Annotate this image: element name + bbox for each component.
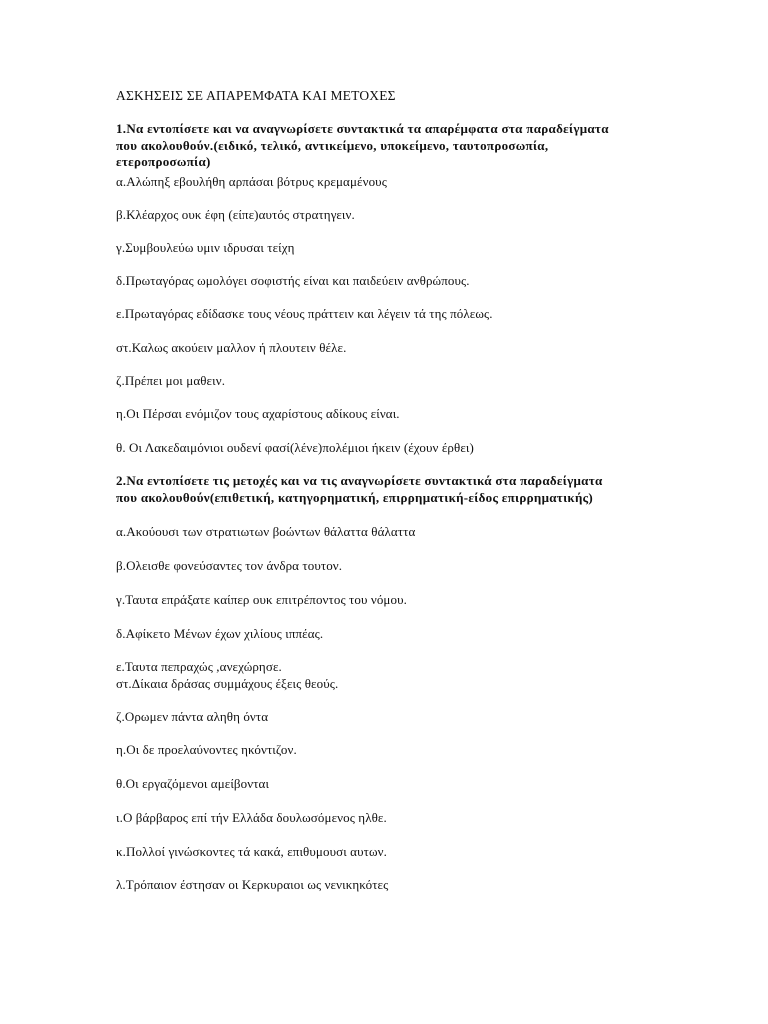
section-2-item-zeta: ζ.Ορωμεν πάντα αληθη όντα [116, 709, 269, 724]
section-2-item-beta: β.Ολεισθε φονεύσαντες τον άνδρα τουτον. [116, 558, 343, 573]
section-2-item-delta: δ.Αφίκετο Μένων έχων χιλίους ιππέας. [116, 626, 324, 641]
section-2-item-lambda: λ.Τρόπαιον έστησαν οι Κερκυραιοι ως νενικηκότες [116, 877, 389, 892]
section-2-item-iota: ι.Ο βάρβαρος επί τήν Ελλάδα δουλωσόμενος ηλθε. [116, 810, 387, 825]
document-title: ΑΣΚΗΣΕΙΣ ΣΕ ΑΠΑΡΕΜΦΑΤΑ ΚΑΙ ΜΕΤΟΧΕΣ [116, 88, 396, 103]
section-1-heading: 1.Να εντοπίσετε και να αναγνωρίσετε συντακτικά τα απαρέμφατα στα παραδείγματα που ακολουθούν.(ειδικό, τελικό, αντικείμενο, υποκείμενο, ταυτοπροσωπία, ετεροπροσωπία) [116, 121, 609, 169]
section-1-item-alpha: α.Αλώπηξ εβουλήθη αρπάσαι βότρυς κρεμαμένους [116, 174, 387, 189]
section-2-item-theta: θ.Οι εργαζόμενοι αμείβονται [116, 776, 270, 791]
section-2-item-stigma: στ.Δίκαια δράσας συμμάχους έξεις θεούς. [116, 676, 339, 691]
section-2-item-kappa: κ.Πολλοί γινώσκοντες τά κακά, επιθυμουσι αυτων. [116, 844, 387, 859]
section-1-item-epsilon: ε.Πρωταγόρας εδίδασκε τους νέους πράττειν και λέγειν τά της πόλεως. [116, 306, 493, 321]
section-2-heading: 2.Να εντοπίσετε τις μετοχές και να τις αναγνωρίσετε συντακτικά στα παραδείγματα που ακολουθούν(επιθετική, κατηγορηματική, επιρρηματική-είδος επιρρηματικής) [116, 473, 603, 505]
section-1-item-stigma: στ.Καλως ακούειν μαλλον ή πλουτειν θέλε. [116, 340, 347, 355]
section-1-item-theta: θ. Οι Λακεδαιμόνιοι ουδενί φασί(λένε)πολέμιοι ήκειν (έχουν έρθει) [116, 440, 474, 455]
section-1-item-eta: η.Οι Πέρσαι ενόμιζον τους αχαρίστους αδίκους είναι. [116, 406, 400, 421]
section-2-item-gamma: γ.Ταυτα επράξατε καίπερ ουκ επιτρέποντος του νόμου. [116, 592, 407, 607]
section-2-item-eta: η.Οι δε προελαύνοντες ηκόντιζον. [116, 742, 297, 757]
section-1-item-delta: δ.Πρωταγόρας ωμολόγει σοφιστής είναι και παιδεύειν ανθρώπους. [116, 273, 470, 288]
section-2-item-epsilon: ε.Ταυτα πεπραχώς ,ανεχώρησε. [116, 659, 282, 674]
section-1-item-beta: β.Κλέαρχος ουκ έφη (είπε)αυτός στρατηγειν. [116, 207, 355, 222]
section-2-item-alpha: α.Ακούουσι των στρατιωτων βοώντων θάλαττα θάλαττα [116, 524, 416, 539]
section-1-item-gamma: γ.Συμβουλεύω υμιν ιδρυσαι τείχη [116, 240, 295, 255]
section-1-item-zeta: ζ.Πρέπει μοι μαθειν. [116, 373, 226, 388]
